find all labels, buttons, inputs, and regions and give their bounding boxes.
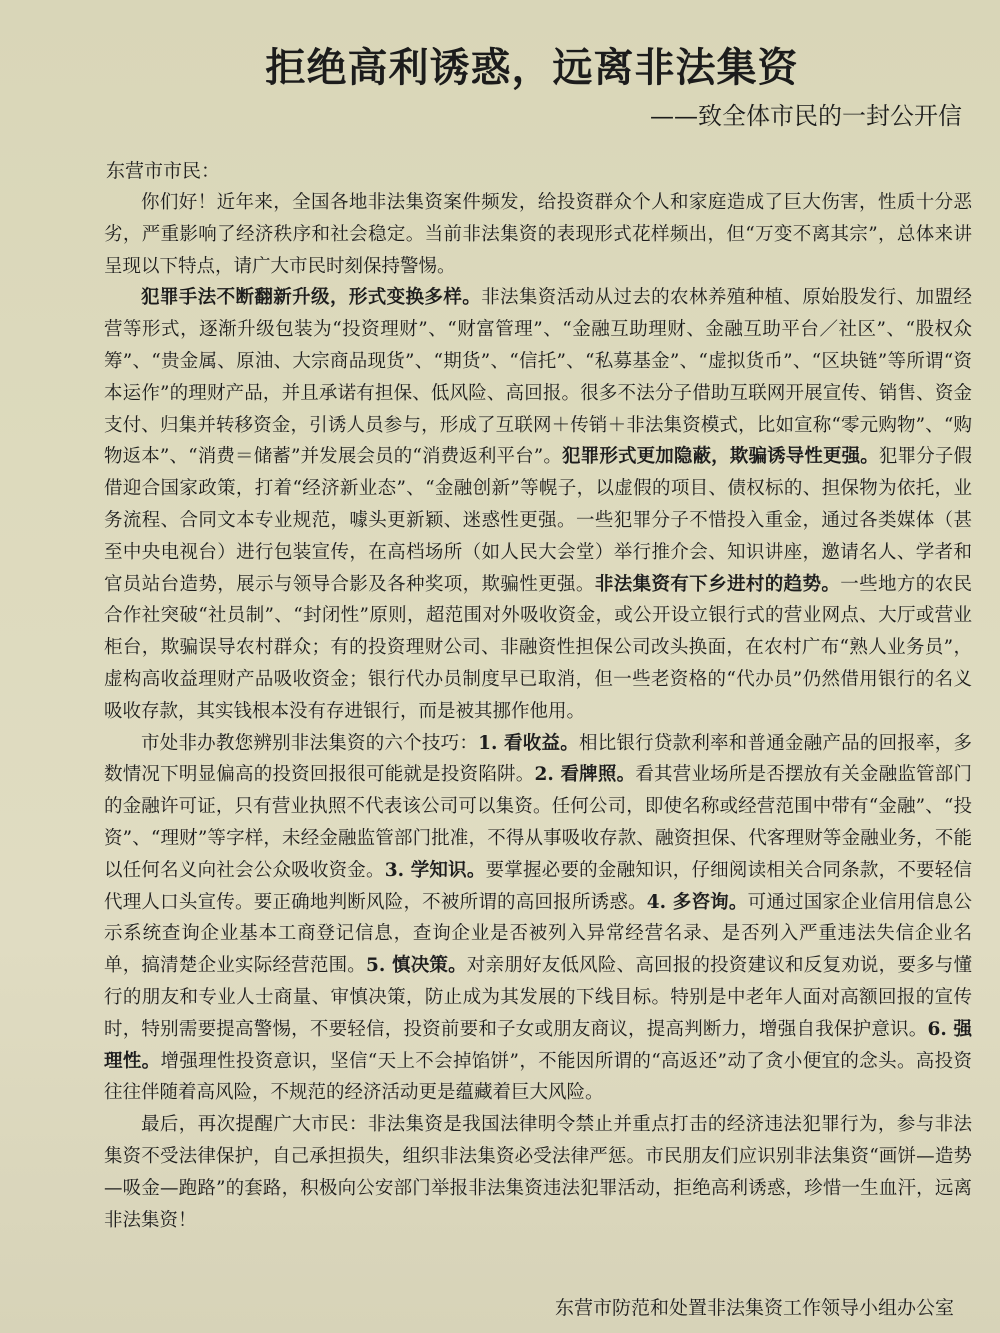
tip-5-heading: 5. 慎决策。 (366, 955, 467, 977)
tip-5-text: 对亲朋好友低风险、高回报的投资建议和反复劝说，要多与懂行的朋友和专业人士商量、审慎决策，防止成为其发展的下线目标。特别是中老年人面对高额回报的宣传时，特别需要提高警惕，不要轻信，投资前要和子女或朋友商议，提高判断力，增强自我保护意识。 (104, 955, 972, 1040)
heading-more-hidden: 犯罪形式更加隐蔽，欺骗诱导性更强。 (562, 446, 879, 468)
tip-1-heading: 1. 看收益。 (478, 732, 579, 754)
paragraph-intro: 你们好！近年来，全国各地非法集资案件频发，给投资群众个人和家庭造成了巨大伤害，性质十分恶劣，严重影响了经济秩序和社会稳定。当前非法集资的表现形式花样频出，但“万变不离其宗”，总体来讲呈现以下特点，请广大市民时刻保持警惕。 (104, 192, 972, 277)
tips-intro: 市处非办教您辨别非法集资的六个技巧： (141, 732, 479, 754)
tip-4-text: 可通过国家企业信用信息公示系统查询企业基本工商登记信息，查询企业是否被列入异常经营名录、是否列入严重违法失信企业名单，搞清楚企业实际经营范围。 (104, 891, 972, 977)
paragraph-characteristics (82, 282, 982, 727)
paragraph-closing: 最后，再次提醒广大市民：非法集资是我国法律明令禁止并重点打击的经济违法犯罪行为，参与非法集资不受法律保护，自己承担损失，组织非法集资必受法律严惩。市民朋友们应识别非法集资“画饼—造势—吸金—跑路”的套路，积极向公安部门举报非法集资违法犯罪活动，拒绝高利诱惑，珍惜一生血汗，远离非法集资！ (104, 1114, 972, 1231)
letter-title: 拒绝高利诱惑，远离非法集资 (265, 44, 799, 91)
tip-6-text: 增强理性投资意识，坚信“天上不会掉馅饼”，不能因所谓的“高返还”动了贪小便宜的念头。高投资往往伴随着高风险，不规范的经济活动更是蕴藏着巨大风险。 (104, 1050, 972, 1104)
heading-methods-upgrade: 犯罪手法不断翻新升级，形式变换多样。 (141, 287, 482, 309)
tip-1-text: 相比银行贷款利率和普通金融产品的回报率，多数情况下明显偏高的投资回报很可能就是投资陷阱。 (104, 732, 972, 786)
tip-2-text: 看其营业场所是否摆放有关金融监管部门的金融许可证，只有营业执照不代表该公司可以集资。任何公司，即使名称或经营范围中带有“金融”、“投资”、“理财”等字样，未经金融监管部门批准，不得从事吸收存款、融资担保、代客理财等金融业务，不能以任何名义向社会公众吸收资金。 (104, 764, 972, 881)
tip-2-heading: 2. 看牌照。 (534, 764, 636, 786)
text-methods-upgrade: 非法集资活动从过去的农林养殖种植、原始股发行、加盟经营等形式，逐渐升级包装为“投资理财”、“财富管理”、“金融互助理财、金融互助平台／社区”、“股权众筹”、“贵金属、原油、大宗商品现货”、“期货”、“信托”、“私募基金”、“虚拟货币”、“区块链”等所谓“资本运作”的理财产品，并且承诺有担保、低风险、高回报。很多不法分子借助互联网开展宣传、销售、资金支付、归集并转移资金，引诱人员参与，形成了互联网＋传销＋非法集资模式，比如宣称“零元购物”、“购物返本”、“消费＝储蓄”并发展会员的“消费返利平台”。 (104, 287, 972, 468)
tip-3-text: 要掌握必要的金融知识，仔细阅读相关合同条款，不要轻信代理人口头宣传。要正确地判断风险，不被所谓的高回报所诱惑。 (104, 859, 972, 913)
text-rural-trend: 一些地方的农民合作社突破“社员制”、“封闭性”原则，超范围对外吸收资金，或公开设立银行式的营业网点、大厅或营业柜台，欺骗误导农村群众；有的投资理财公司、非融资性担保公司改头换面，在农村广布“熟人业务员”，虚构高收益理财产品吸收资金；银行代办员制度早已取消，但一些老资格的“代办员”仍然借用银行的名义吸收存款，其实钱根本没有存进银行，而是被其挪作他用。 (104, 573, 972, 722)
text-more-hidden: 犯罪分子假借迎合国家政策，打着“经济新业态”、“金融创新”等幌子，以虚假的项目、债权标的、担保物为依托，业务流程、合同文本专业规范，噱头更新颖、迷惑性更强。一些犯罪分子不惜投入重金，通过各类媒体（甚至中央电视台）进行包装宣传，在高档场所（如人民大会堂）举行推介会、知识讲座，邀请名人、学者和官员站台造势，展示与领导合影及各种奖项，欺骗性更强。 (104, 446, 972, 595)
tip-4-heading: 4. 多咨询。 (646, 891, 748, 913)
letter-subtitle: ——致全体市民的一封公开信 (650, 102, 962, 130)
tip-3-heading: 3. 学知识。 (384, 859, 486, 881)
tip-6-heading: 6. 强理性。 (104, 1018, 972, 1072)
signature: 东营市防范和处置非法集资工作领导小组办公室 (554, 1297, 954, 1319)
paragraph-six-tips (82, 728, 982, 1110)
greeting: 东营市市民： (106, 160, 221, 182)
heading-rural-trend: 非法集资有下乡进村的趋势。 (594, 573, 841, 595)
letter-sheet (82, 30, 982, 1333)
